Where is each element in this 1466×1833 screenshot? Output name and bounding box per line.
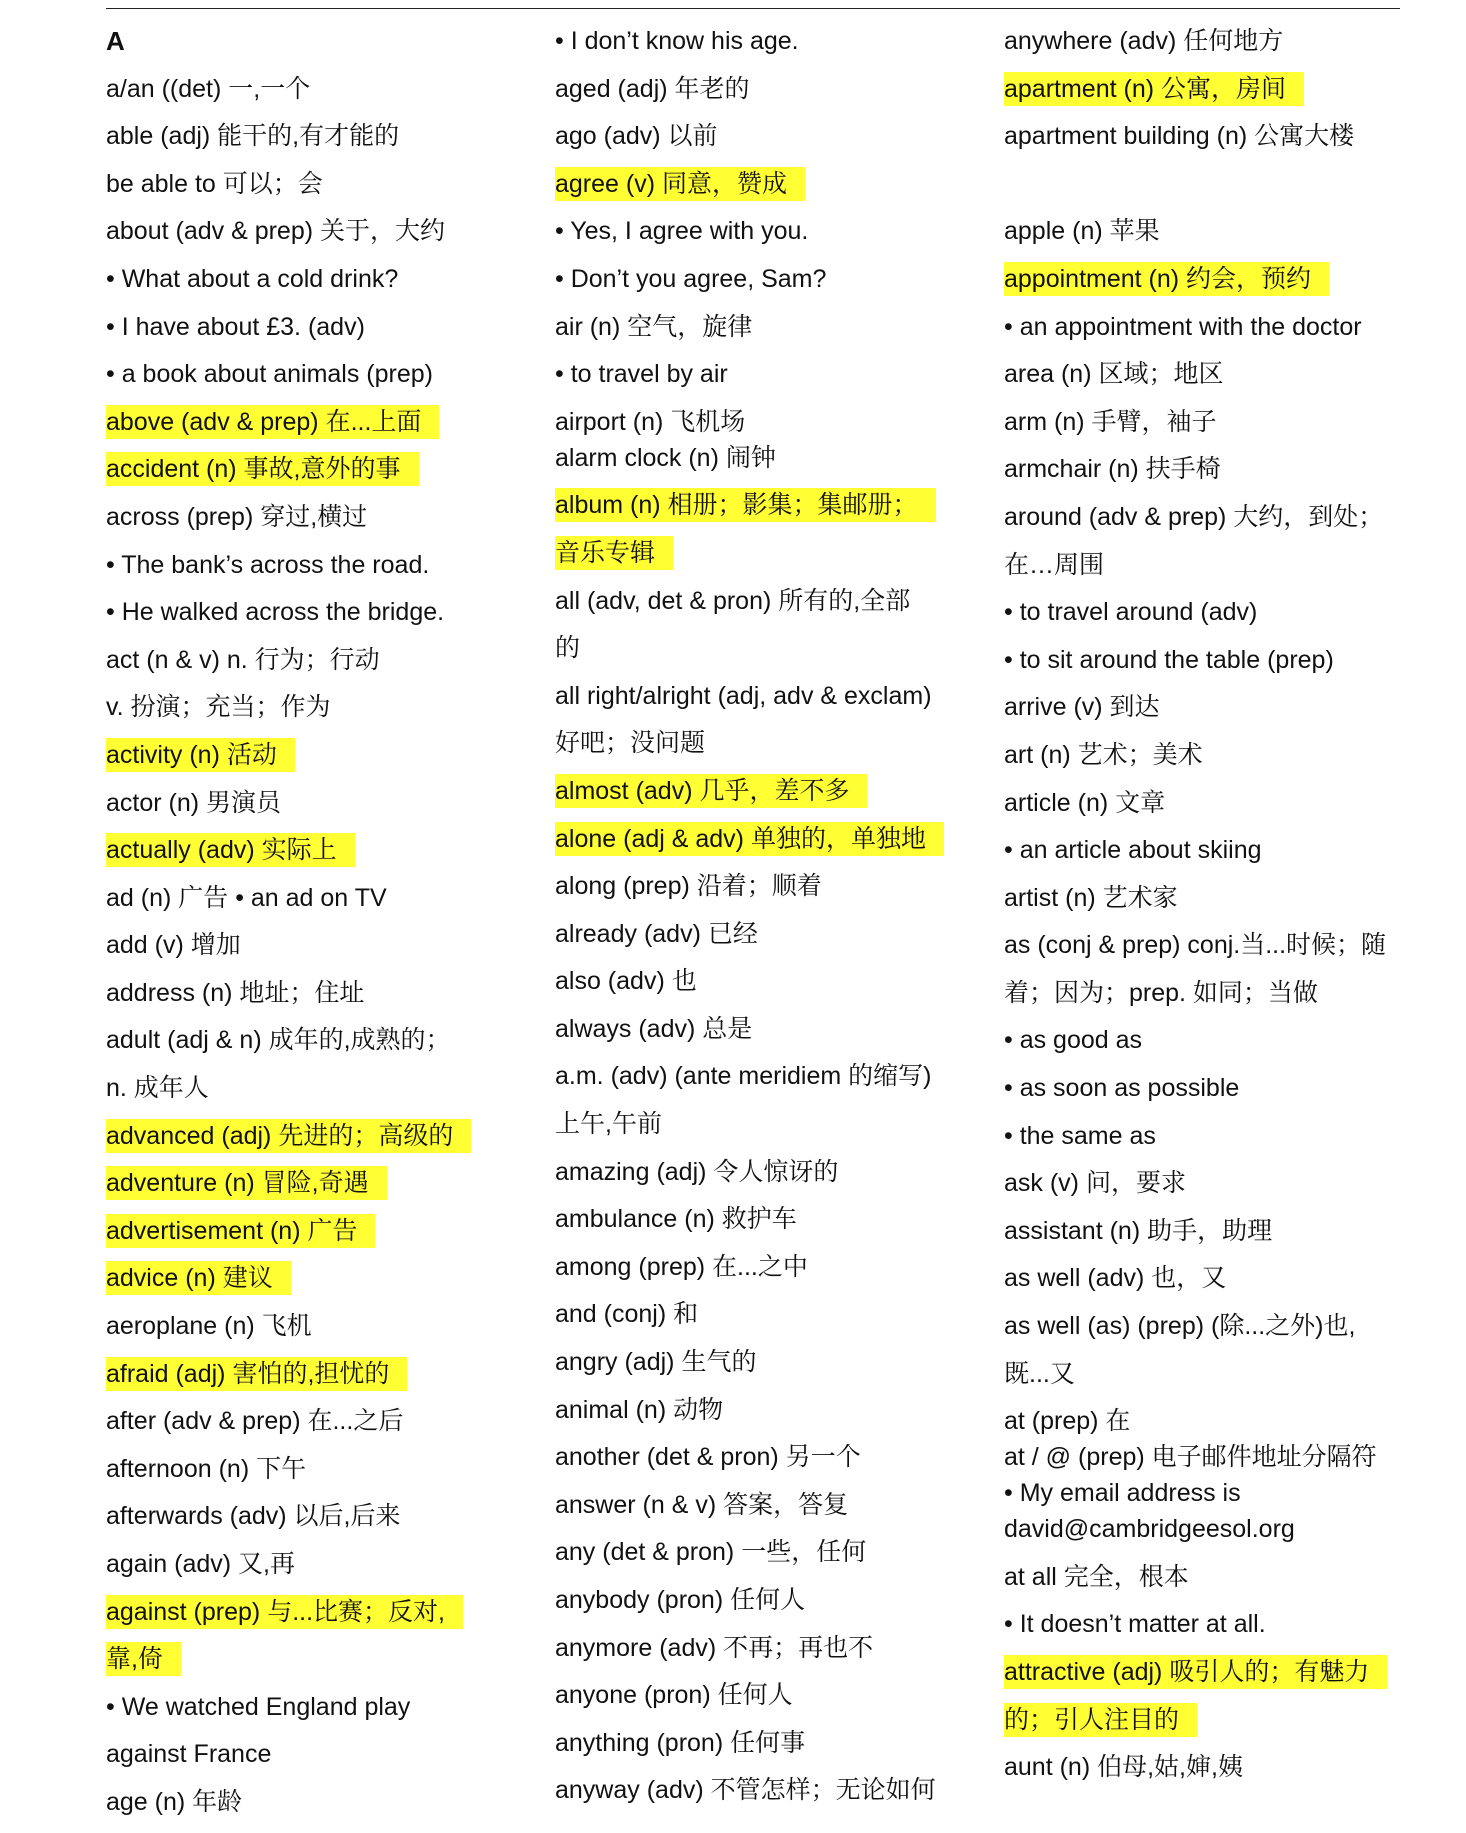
vocab-line — [555, 726, 955, 760]
highlighted-entry-text: adventure (n) 冒险,奇遇 — [106, 1166, 387, 1200]
vocab-line — [555, 584, 955, 618]
entry-text: among (prep) 在...之中 — [555, 1252, 808, 1281]
entry-text: ambulance (n) 救护车 — [555, 1205, 797, 1234]
entry-text: aeroplane (n) 飞机 — [106, 1312, 312, 1341]
vocab-line — [106, 643, 506, 677]
entry-text: amazing (adj) 令人惊讶的 — [555, 1157, 839, 1186]
entry-text: all right/alright (adj, adv & exclam) — [555, 681, 932, 710]
vocab-line — [1004, 595, 1404, 629]
vocab-line — [1004, 1261, 1404, 1295]
vocab-line — [1004, 405, 1404, 439]
entry-text: • Don’t you agree, Sam? — [555, 264, 827, 293]
column-middle — [555, 24, 955, 1821]
entry-text: anywhere (adv) 任何地方 — [1004, 27, 1284, 55]
vocab-line — [1004, 119, 1404, 153]
entry-text: 着；因为；prep. 如同；当做 — [1004, 978, 1318, 1007]
entry-text: after (adv & prep) 在...之后 — [106, 1407, 404, 1436]
vocab-line — [555, 1297, 955, 1331]
vocab-line — [555, 1059, 955, 1093]
vocab-line — [1004, 1119, 1404, 1153]
highlighted-entry-text: above (adv & prep) 在...上面 — [106, 405, 439, 439]
entry-text: • to travel by air — [555, 360, 728, 389]
vocab-line — [106, 1214, 506, 1248]
entry-text: address (n) 地址；住址 — [106, 978, 365, 1007]
entry-text: across (prep) 穿过,横过 — [106, 502, 368, 531]
vocab-line — [1004, 833, 1404, 867]
entry-text: anyone (pron) 任何人 — [555, 1681, 793, 1710]
vocab-line — [555, 214, 955, 248]
vocab-line — [555, 774, 955, 808]
vocab-line — [1004, 1440, 1404, 1474]
entry-text: at / @ (prep) 电子邮件地址分隔符 — [1004, 1443, 1377, 1472]
entry-text: as (conj & prep) conj.当...时候；随 — [1004, 931, 1387, 960]
vocab-line — [1004, 1703, 1404, 1737]
entry-text: air (n) 空气，旋律 — [555, 312, 753, 341]
entry-text: • He walked across the bridge. — [106, 598, 445, 627]
highlighted-entry-text: 音乐专辑 — [555, 536, 673, 570]
vocab-line — [106, 452, 506, 486]
entry-text: artist (n) 艺术家 — [1004, 883, 1178, 912]
highlighted-entry-text: advice (n) 建议 — [106, 1261, 291, 1295]
vocab-line — [1004, 24, 1404, 58]
entry-text: • What about a cold drink? — [106, 264, 399, 293]
entry-text: angry (adj) 生气的 — [555, 1348, 757, 1377]
vocab-line — [106, 833, 506, 867]
entry-text: along (prep) 沿着；顺着 — [555, 872, 822, 901]
vocab-line — [106, 262, 506, 296]
vocab-line — [555, 1250, 955, 1284]
highlighted-entry-text: almost (adv) 几乎，差不多 — [555, 774, 867, 808]
vocab-line — [106, 405, 506, 439]
highlighted-entry-text: attractive (adj) 吸引人的；有魅力 — [1004, 1655, 1387, 1689]
vocab-line — [1004, 1560, 1404, 1594]
entry-text: a.m. (adv) (ante meridiem 的缩写) — [555, 1062, 932, 1091]
vocab-line — [106, 1642, 506, 1676]
vocab-line — [106, 1309, 506, 1343]
vocab-line — [1004, 738, 1404, 772]
vocab-line — [555, 72, 955, 106]
vocab-line — [1004, 1404, 1404, 1438]
entry-text: • as good as — [1004, 1026, 1143, 1055]
entry-text: anyway (adv) 不管怎样；无论如何 — [555, 1776, 936, 1805]
vocab-line — [555, 631, 955, 665]
vocab-line — [106, 548, 506, 582]
entry-text: act (n & v) n. 行为；行动 — [106, 645, 380, 674]
entry-text: afterwards (adv) 以后,后来 — [106, 1502, 401, 1531]
entry-text: • a book about animals (prep) — [106, 360, 433, 389]
entry-text: ago (adv) 以前 — [555, 122, 718, 151]
entry-text: 上午,午前 — [555, 1110, 662, 1139]
highlighted-entry-text: apartment (n) 公寓，房间 — [1004, 72, 1304, 106]
entry-text: assistant (n) 助手，助理 — [1004, 1216, 1273, 1245]
entry-text: animal (n) 动物 — [555, 1395, 724, 1424]
vocab-line — [555, 1488, 955, 1522]
header-rule — [106, 8, 1400, 9]
vocab-line — [106, 595, 506, 629]
entry-text: as well (adv) 也，又 — [1004, 1264, 1227, 1293]
vocab-line — [106, 1023, 506, 1057]
entry-text: about (adv & prep) 关于，大约 — [106, 217, 446, 246]
vocab-line — [1004, 310, 1404, 344]
blank-line — [1004, 167, 1404, 201]
entry-text: add (v) 增加 — [106, 931, 241, 960]
vocab-line — [555, 917, 955, 951]
vocab-line — [106, 928, 506, 962]
vocab-line — [1004, 786, 1404, 820]
entry-text: v. 扮演；充当；作为 — [106, 693, 331, 722]
entry-text: A — [106, 26, 125, 56]
entry-text: and (conj) 和 — [555, 1300, 699, 1329]
entry-text: • We watched England play — [106, 1692, 411, 1721]
entry-text: age (n) 年龄 — [106, 1787, 243, 1816]
entry-text: 既...又 — [1004, 1359, 1075, 1388]
vocab-line — [1004, 881, 1404, 915]
entry-text: aged (adj) 年老的 — [555, 74, 750, 103]
vocab-line — [555, 964, 955, 998]
entry-text: all (adv, det & pron) 所有的,全部 — [555, 586, 911, 615]
entry-text: at all 完全，根本 — [1004, 1562, 1189, 1591]
vocab-line — [106, 690, 506, 724]
entry-text: alarm clock (n) 闹钟 — [555, 443, 776, 472]
entry-text: aunt (n) 伯母,姑,婶,姨 — [1004, 1753, 1243, 1782]
vocab-line — [1004, 690, 1404, 724]
entry-text: • to travel around (adv) — [1004, 598, 1258, 627]
vocab-line — [1004, 928, 1404, 962]
vocab-line — [555, 1535, 955, 1569]
entry-text: • My email address is — [1004, 1479, 1241, 1508]
vocab-line — [555, 1678, 955, 1712]
entry-text: answer (n & v) 答案，答复 — [555, 1490, 849, 1519]
vocab-line — [555, 536, 955, 570]
entry-text: around (adv & prep) 大约，到处； — [1004, 502, 1384, 531]
vocab-line — [106, 786, 506, 820]
vocab-line — [1004, 1071, 1404, 1105]
vocab-line — [106, 1499, 506, 1533]
vocab-line — [555, 1393, 955, 1427]
highlighted-entry-text: album (n) 相册；影集；集邮册； — [555, 488, 936, 522]
vocab-line — [106, 881, 506, 915]
vocab-line — [106, 1547, 506, 1581]
vocab-line — [106, 310, 506, 344]
entry-text: adult (adj & n) 成年的,成熟的； — [106, 1026, 451, 1055]
entry-text: at (prep) 在 — [1004, 1407, 1131, 1436]
entry-text: again (adv) 又,再 — [106, 1550, 295, 1578]
entry-text: • I have about £3. (adv) — [106, 312, 365, 341]
entry-text: afternoon (n) 下午 — [106, 1454, 307, 1483]
vocab-line — [1004, 357, 1404, 391]
vocab-line — [1004, 262, 1404, 296]
entry-text: • an appointment with the doctor — [1004, 312, 1362, 341]
highlighted-entry-text: actually (adv) 实际上 — [106, 833, 355, 867]
entry-text: always (adv) 总是 — [555, 1014, 753, 1043]
vocab-line — [1004, 643, 1404, 677]
entry-text: also (adv) 也 — [555, 967, 697, 996]
vocab-line — [106, 1452, 506, 1486]
vocab-line — [555, 1583, 955, 1617]
vocab-line — [555, 441, 955, 475]
entry-text: • the same as — [1004, 1121, 1156, 1150]
vocab-line — [106, 1071, 506, 1105]
vocab-line — [555, 1202, 955, 1236]
vocab-line — [555, 822, 955, 856]
vocab-line — [555, 167, 955, 201]
highlighted-entry-text: afraid (adj) 害怕的,担忧的 — [106, 1357, 407, 1391]
entry-text: ask (v) 问，要求 — [1004, 1169, 1186, 1198]
vocab-line — [555, 1345, 955, 1379]
vocab-line — [555, 262, 955, 296]
vocab-line — [555, 1773, 955, 1807]
entry-text: apple (n) 苹果 — [1004, 217, 1160, 246]
vocab-line — [555, 488, 955, 522]
vocab-line — [1004, 1750, 1404, 1784]
vocab-line — [555, 24, 955, 58]
entry-text: anything (pron) 任何事 — [555, 1728, 806, 1757]
entry-text: 的 — [555, 634, 581, 663]
vocab-line — [106, 1785, 506, 1819]
vocab-line — [555, 1155, 955, 1189]
highlighted-entry-text: appointment (n) 约会，预约 — [1004, 262, 1329, 296]
highlighted-entry-text: against (prep) 与...比赛；反对, — [106, 1595, 463, 1629]
entry-text: arrive (v) 到达 — [1004, 693, 1160, 722]
entry-text: able (adj) 能干的,有才能的 — [106, 122, 400, 151]
vocab-line — [555, 405, 955, 439]
entry-text: armchair (n) 扶手椅 — [1004, 455, 1221, 484]
entry-text: a/an ((det) 一,一个 — [106, 74, 311, 103]
vocab-line — [106, 1690, 506, 1724]
entry-text: anybody (pron) 任何人 — [555, 1586, 806, 1614]
entry-text: be able to 可以；会 — [106, 169, 323, 198]
vocab-line — [1004, 214, 1404, 248]
entry-text: as well (as) (prep) (除...之外)也, — [1004, 1312, 1356, 1341]
vocab-line — [106, 1737, 506, 1771]
vocab-line — [1004, 500, 1404, 534]
vocab-line — [1004, 1214, 1404, 1248]
entry-text: actor (n) 男演员 — [106, 788, 282, 817]
entry-text: article (n) 文章 — [1004, 788, 1166, 817]
vocab-line — [106, 1119, 506, 1153]
section-letter — [106, 24, 506, 58]
vocab-line — [106, 738, 506, 772]
vocab-line — [1004, 548, 1404, 582]
entry-text: another (det & pron) 另一个 — [555, 1443, 861, 1472]
entry-text: art (n) 艺术；美术 — [1004, 740, 1203, 769]
vocab-line — [555, 310, 955, 344]
entry-text: • The bank’s across the road. — [106, 550, 430, 579]
entry-text: anymore (adv) 不再；再也不 — [555, 1633, 874, 1662]
vocab-line — [555, 1440, 955, 1474]
vocab-line — [106, 976, 506, 1010]
highlighted-entry-text: advanced (adj) 先进的；高级的 — [106, 1119, 471, 1153]
vocab-line — [106, 1404, 506, 1438]
vocab-line — [106, 119, 506, 153]
vocab-line — [1004, 1607, 1404, 1641]
highlighted-entry-text: activity (n) 活动 — [106, 738, 295, 772]
highlighted-entry-text: advertisement (n) 广告 — [106, 1214, 375, 1248]
vocab-line — [555, 679, 955, 713]
vocab-line — [555, 357, 955, 391]
vocab-line — [1004, 1655, 1404, 1689]
column-left — [106, 24, 506, 1833]
entry-text: 在…周围 — [1004, 550, 1105, 579]
highlighted-entry-text: agree (v) 同意，赞成 — [555, 167, 805, 201]
entry-text: airport (n) 飞机场 — [555, 407, 746, 436]
vocab-line — [1004, 452, 1404, 486]
entry-text: any (det & pron) 一些，任何 — [555, 1538, 867, 1567]
vocab-line — [106, 1261, 506, 1295]
vocab-line — [106, 1357, 506, 1391]
entry-text: 好吧；没问题 — [555, 729, 706, 758]
entry-text: against France — [106, 1740, 272, 1769]
vocab-line — [555, 1726, 955, 1760]
entry-text: • to sit around the table (prep) — [1004, 645, 1334, 674]
vocab-line — [106, 214, 506, 248]
entry-text: area (n) 区域；地区 — [1004, 360, 1224, 389]
vocab-line — [106, 72, 506, 106]
vocab-line — [106, 1166, 506, 1200]
entry-text: n. 成年人 — [106, 1074, 209, 1103]
highlighted-entry-text: 靠,倚 — [106, 1642, 181, 1676]
vocab-line — [555, 1012, 955, 1046]
highlighted-entry-text: alone (adj & adv) 单独的，单独地 — [555, 822, 944, 856]
entry-text: • I don’t know his age. — [555, 27, 799, 55]
vocab-line — [1004, 1023, 1404, 1057]
entry-text: • an article about skiing — [1004, 836, 1262, 865]
vocab-line — [1004, 1476, 1404, 1510]
entry-text: • It doesn’t matter at all. — [1004, 1610, 1266, 1639]
vocab-line — [555, 119, 955, 153]
entry-text: arm (n) 手臂，袖子 — [1004, 407, 1217, 436]
vocab-line — [106, 500, 506, 534]
vocab-line — [106, 1595, 506, 1629]
entry-text: apartment building (n) 公寓大楼 — [1004, 122, 1355, 151]
entry-text: ad (n) 广告 • an ad on TV — [106, 883, 387, 912]
vocab-line — [106, 357, 506, 391]
vocab-line — [1004, 1166, 1404, 1200]
vocab-line — [1004, 1512, 1404, 1546]
entry-text: • Yes, I agree with you. — [555, 217, 809, 246]
vocab-line — [555, 869, 955, 903]
vocab-line — [1004, 1309, 1404, 1343]
vocab-line — [1004, 1357, 1404, 1391]
vocab-line — [555, 1107, 955, 1141]
vocab-line — [1004, 72, 1404, 106]
vocab-line — [106, 167, 506, 201]
highlighted-entry-text: 的；引人注目的 — [1004, 1703, 1197, 1737]
vocab-line — [555, 1631, 955, 1665]
entry-text: david@cambridgeesol.org — [1004, 1515, 1295, 1544]
highlighted-entry-text: accident (n) 事故,意外的事 — [106, 452, 419, 486]
entry-text: already (adv) 已经 — [555, 919, 758, 948]
vocab-line — [1004, 976, 1404, 1010]
column-right — [1004, 24, 1404, 1798]
entry-text: • as soon as possible — [1004, 1074, 1240, 1103]
